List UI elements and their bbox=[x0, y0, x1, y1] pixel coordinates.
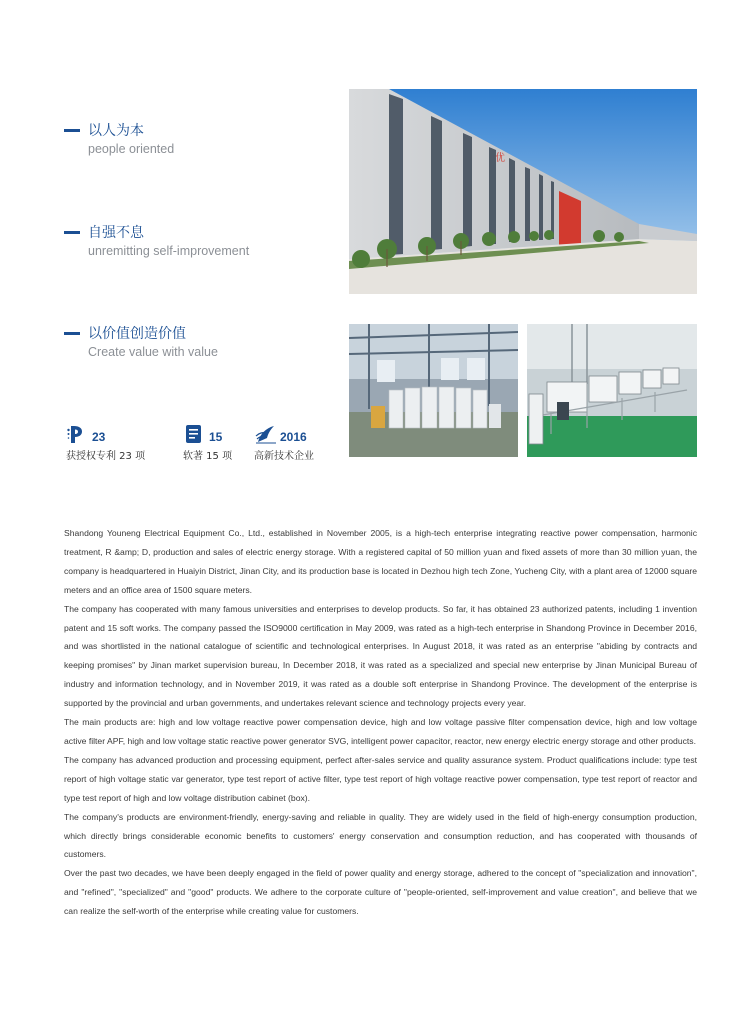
stat-number: 15 bbox=[209, 430, 223, 444]
paragraph-introduction: Shandong Youneng Electrical Equipment Co., Ltd., established in November 2005, is a high-tech enterprise integrating reactive power compensation, harmonic treatment, R &amp; D, production and sales of electric energy storage. With a registered capital of 50 million yuan and fixed assets of more than 30 million yuan, the company is headquartered in Huaiyin District, Jinan City, and its production base is located in Dezhou high tech Zone, Yucheng City, with a plant area of 12000 square meters and an office area of 1500 square meters. bbox=[64, 528, 697, 595]
value-create-value bbox=[64, 324, 218, 359]
workshop-production-line-photo bbox=[527, 324, 697, 457]
stat-high-tech-enterprise bbox=[254, 424, 314, 462]
stat-software-copyrights bbox=[183, 424, 233, 462]
software-copyright-icon bbox=[183, 424, 207, 444]
factory-sign-text: 优 bbox=[495, 153, 505, 164]
paragraph-customers: The company's products are environment-friendly, energy-saving and reliable in quality. They are widely used in the field of high-energy consumption production, which directly brings considerable economic benefits to customers' energy conservation and consumption reduction, and has cooperated with thousands of customers. bbox=[64, 811, 697, 860]
value-people-oriented bbox=[64, 121, 174, 156]
paragraph-achievements: The company has cooperated with many famous universities and enterprises to develop products. So far, it has obtained 23 authorized patents, including 1 invention patent and 15 soft works. The company passed the ISO9000 certification in May 2009, was rated as a high-tech enterprise in Shandong Province in December 2016, and was shortlisted in the national catalogue of scientific and technological enterprises. In August 2018, it was rated as an enterprise "abiding by contracts and keeping promises" by Jinan market supervision bureau, In December 2018, it was rated as a specialized and special new enterprise by Jinan Municipal Bureau of industry and information technology, and in November 2019, it was rated as a double soft enterprise in Shandong Province. The development of the enterprise is supported by the provincial and urban governments, and undertakes relevant science and technology projects every year. bbox=[64, 603, 697, 709]
paragraph-culture: Over the past two decades, we have been deeply engaged in the field of power quality and energy storage, adhered to the concept of "specialization and innovation", and "refined", "specialized" and "good" products. We adhere to the corporate culture of "people-oriented, self-improvement and value creation", and believe that we can realize the self-worth of the enterprise while creating value for customers. bbox=[64, 868, 697, 917]
stat-patents bbox=[66, 424, 146, 462]
paragraph-qualifications: The company has advanced production and processing equipment, perfect after-sales service and quality assurance system. Product qualifications include: type test report of high voltage static var generator, type test report of active filter, type test report of high voltage reactive power compensation, type test report of reactor and type test report of high and low voltage distribution cabinet (box). bbox=[64, 754, 697, 803]
dash-marker bbox=[64, 231, 80, 234]
value-title-en: Create value with value bbox=[88, 345, 218, 359]
stat-label: 软著 15 项 bbox=[183, 451, 233, 462]
workshop-cabinets-photo bbox=[349, 324, 518, 457]
value-title-en: unremitting self-improvement bbox=[88, 244, 250, 258]
stat-number: 23 bbox=[92, 430, 106, 444]
factory-building-photo bbox=[349, 89, 697, 294]
value-title-cn: 自强不息 bbox=[88, 225, 144, 241]
high-tech-badge-icon bbox=[254, 424, 278, 444]
dash-marker bbox=[64, 332, 80, 335]
value-title-cn: 以价值创造价值 bbox=[88, 326, 186, 342]
stat-label: 高新技术企业 bbox=[254, 451, 314, 462]
value-title-en: people oriented bbox=[88, 142, 175, 156]
stat-number: 2016 bbox=[280, 430, 307, 444]
paragraph-products: The main products are: high and low voltage reactive power compensation device, high and low voltage passive filter compensation device, high and low voltage active filter APF, high and low voltage static reactive power generator SVG, intelligent power capacitor, reactor, new energy electric energy storage and other products. bbox=[64, 717, 697, 746]
stat-label: 获授权专利 23 项 bbox=[66, 451, 146, 462]
dash-marker bbox=[64, 129, 80, 132]
value-self-improvement bbox=[64, 223, 249, 258]
patent-icon bbox=[66, 424, 90, 444]
company-description bbox=[64, 524, 697, 921]
value-title-cn: 以人为本 bbox=[88, 123, 144, 139]
